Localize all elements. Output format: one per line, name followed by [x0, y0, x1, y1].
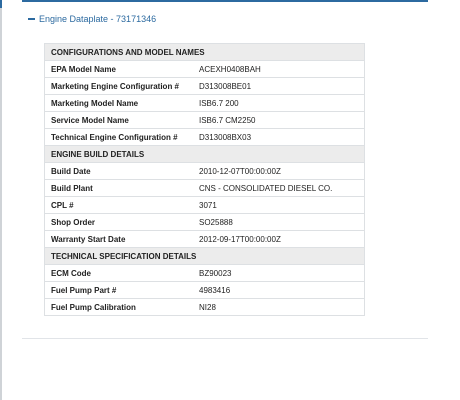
row-label: Service Model Name	[45, 112, 194, 129]
panel-title[interactable]: Engine Dataplate - 73171346	[39, 14, 157, 24]
row-label: Technical Engine Configuration #	[45, 129, 194, 146]
section-header-row	[45, 44, 365, 61]
section-header-row	[45, 146, 365, 163]
table-row	[45, 129, 365, 146]
panel-toggle[interactable]	[28, 11, 156, 27]
row-value: NI28	[193, 299, 365, 316]
row-label: Marketing Engine Configuration #	[45, 78, 194, 95]
table-row	[45, 61, 365, 78]
table-row	[45, 214, 365, 231]
row-label: EPA Model Name	[45, 61, 194, 78]
table-row	[45, 95, 365, 112]
dataplate-table	[44, 43, 365, 316]
row-value: CNS - CONSOLIDATED DIESEL CO.	[193, 180, 365, 197]
row-label: Fuel Pump Part #	[45, 282, 194, 299]
section-heading: TECHNICAL SPECIFICATION DETAILS	[45, 248, 365, 265]
row-label: Build Plant	[45, 180, 194, 197]
table-row	[45, 282, 365, 299]
row-value: SO25888	[193, 214, 365, 231]
row-label: Build Date	[45, 163, 194, 180]
table-row	[45, 197, 365, 214]
row-label: ECM Code	[45, 265, 194, 282]
row-value: ACEXH0408BAH	[193, 61, 365, 78]
table-row	[45, 163, 365, 180]
section-heading: ENGINE BUILD DETAILS	[45, 146, 365, 163]
row-value: BZ90023	[193, 265, 365, 282]
minus-icon[interactable]	[28, 18, 35, 20]
table-row	[45, 180, 365, 197]
row-value: D313008BE01	[193, 78, 365, 95]
row-value: 2010-12-07T00:00:00Z	[193, 163, 365, 180]
row-label: Fuel Pump Calibration	[45, 299, 194, 316]
row-value: D313008BX03	[193, 129, 365, 146]
table-row	[45, 265, 365, 282]
top-accent	[0, 0, 2, 8]
left-border	[0, 0, 2, 400]
row-label: Shop Order	[45, 214, 194, 231]
table-row	[45, 112, 365, 129]
table-row	[45, 78, 365, 95]
engine-dataplate-panel	[22, 0, 428, 339]
section-header-row	[45, 248, 365, 265]
section-heading: CONFIGURATIONS AND MODEL NAMES	[45, 44, 365, 61]
row-value: 4983416	[193, 282, 365, 299]
row-value: 2012-09-17T00:00:00Z	[193, 231, 365, 248]
row-value: 3071	[193, 197, 365, 214]
row-label: CPL #	[45, 197, 194, 214]
table-row	[45, 299, 365, 316]
table-row	[45, 231, 365, 248]
row-label: Marketing Model Name	[45, 95, 194, 112]
row-value: ISB6.7 CM2250	[193, 112, 365, 129]
row-label: Warranty Start Date	[45, 231, 194, 248]
row-value: ISB6.7 200	[193, 95, 365, 112]
